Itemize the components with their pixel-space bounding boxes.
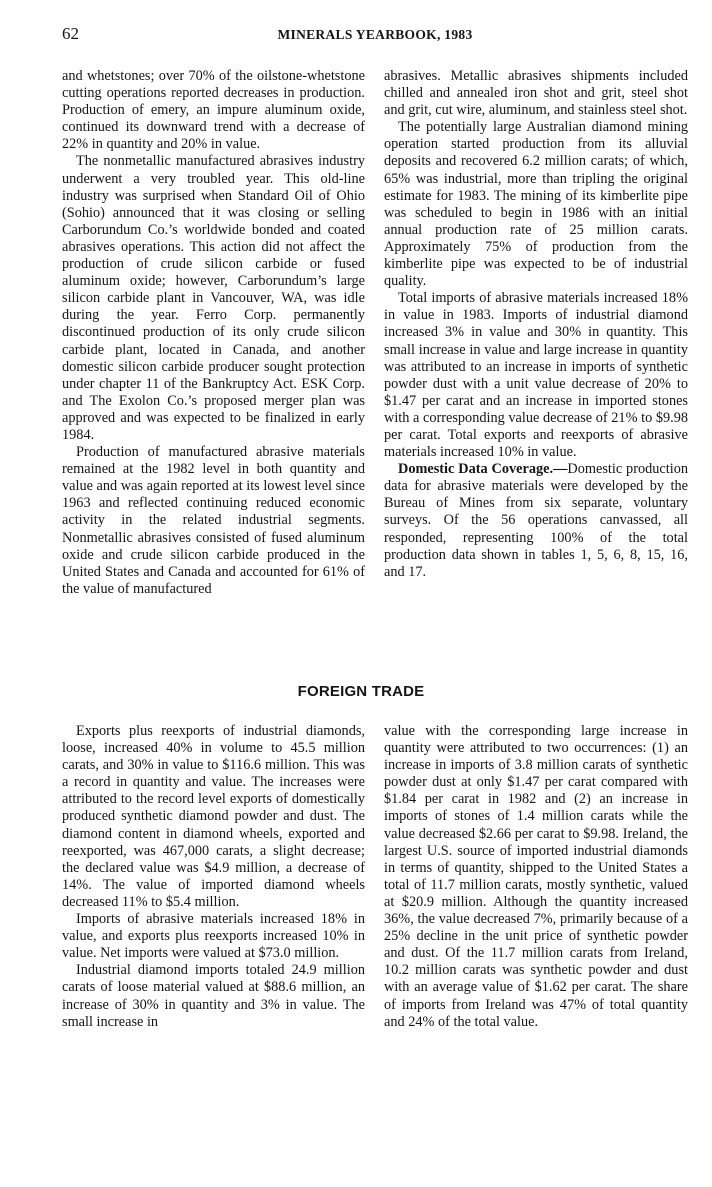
coverage-heading: Domestic Data Coverage.— bbox=[398, 461, 568, 478]
running-head: MINERALS YEARBOOK, 1983 bbox=[277, 27, 473, 42]
foreign-trade-left-column bbox=[62, 723, 365, 1031]
top-left-column bbox=[62, 68, 365, 598]
paragraph: Industrial diamond imports totaled 24.9 million carats of loose material valued at $88.6 million, an increase of 30% in quantity and 3% in value. The small increase in bbox=[62, 962, 365, 1030]
paragraph: Exports plus reexports of industrial diamonds, loose, increased 40% in volume to 45.5 million carats, and 30% in value to $116.6 million. This was a record in quantity and value. The increases were attributed to the record level exports of domestically produced synthetic diamond powder and dust. The diamond content in diamond wheels, exported and reexported, was 467,000 carats, a slight decrease; the declared value was $4.9 million, a decrease of 14%. The value of imported diamond wheels decreased 11% to $5.4 million. bbox=[62, 723, 365, 910]
foreign-trade-right-column bbox=[384, 723, 688, 1031]
page-number: 62 bbox=[62, 24, 79, 43]
paragraph: The potentially large Australian diamond mining operation started production from its alluvial deposits and recovered 6.2 million carats; of which, 65% was industrial, more than tripling the original estimate for 1983. The mining of its kimberlite pipe was scheduled to begin in 1986 with an initial annual production rate of 25 million carats. Approximately 75% of production from the kimberlite pipe was expected to be of industrial quality. bbox=[384, 119, 688, 290]
paragraph: Imports of abrasive materials increased 18% in value, and exports plus reexports increased 10% in value. Net imports were valued at $73.0 million. bbox=[62, 911, 365, 962]
top-right-column bbox=[384, 68, 688, 581]
paragraph: The nonmetallic manufactured abrasives industry underwent a very troubled year. This old-line industry was surprised when Standard Oil of Ohio (Sohio) announced that it was closing or selling Carborundum Co.’s worldwide bonded and coated abrasives operations. This action did not affect the production of crude silicon carbide or fused aluminum oxide; however, Carborundum’s large silicon carbide plant in Vancouver, WA, was idle during the year. Ferro Corp. permanently discontinued production of its only crude silicon carbide plant, located in Canada, and another domestic silicon carbide producer sought protection under chapter 11 of the Bankruptcy Act. ESK Corp. and The Exolon Co.’s proposed merger plan was approved and was expected to be finalized in early 1984. bbox=[62, 153, 365, 443]
paragraph: Production of manufactured abrasive materials remained at the 1982 level in both quantity and value and was again reported at its lowest level since 1963 and reflected continuing reduced economic activity in the related industrial segments. Nonmetallic abrasives consisted of fused aluminum oxide and crude silicon carbide produced in the United States and Canada and accounted for 61% of the value of manufactured bbox=[62, 444, 365, 597]
paragraph: abrasives. Metallic abrasives shipments included chilled and annealed iron shot and grit, steel shot and grit, cut wire, aluminum, and stainless steel shot. bbox=[384, 68, 688, 119]
paragraph: value with the corresponding large increase in quantity were attributed to two occurrences: (1) an increase in imports of 3.8 million carats of synthetic powder dust at only $1.47 per carat compared with $1.84 per carat in 1982 and (2) an increase in imports of stones of 1.4 million carats while the value decreased $2.66 per carat to $9.98. Ireland, the largest U.S. source of imported industrial diamonds in terms of quantity, shipped to the United States a total of 11.7 million carats, mostly synthetic, valued at $20.9 million. Although the quantity increased 36%, the value decreased 7%, primarily because of a 25% decline in the unit price of synthetic powder and dust. Of the 11.7 million carats from Ireland, 10.2 million carats was synthetic powder and dust with an average value of $1.62 per carat. The share of imports from Ireland was 47% of total quantity and 24% of the total value. bbox=[384, 723, 688, 1030]
coverage-text: Domestic production data for abrasive materials were developed by the Bureau of Mines from six separate, voluntary surveys. Of the 56 operations canvassed, all responded, representing 100% of the total production data shown in tables 1, 5, 6, 8, 15, 16, and 17. bbox=[384, 461, 689, 580]
paragraph: and whetstones; over 70% of the oilstone-whetstone cutting operations reported decreases in production. Production of emery, an impure aluminum oxide, continued its downward trend with a decrease of 22% in quantity and 20% in value. bbox=[62, 68, 365, 153]
paragraph: Total imports of abrasive materials increased 18% in value in 1983. Imports of industrial diamond increased 3% in value and 30% in quantity. This small increase in value and large increase in quantity was attributed to an increase in imports of synthetic powder dust with a unit value decrease of 20% to $1.47 per carat and an increase in imported stones with a corresponding value decrease of 21% to $9.98 per carat. Total exports and reexports of abrasive materials increased 10% in value. bbox=[384, 290, 688, 461]
coverage-paragraph bbox=[384, 461, 688, 581]
section-heading-foreign-trade: FOREIGN TRADE bbox=[297, 683, 425, 700]
